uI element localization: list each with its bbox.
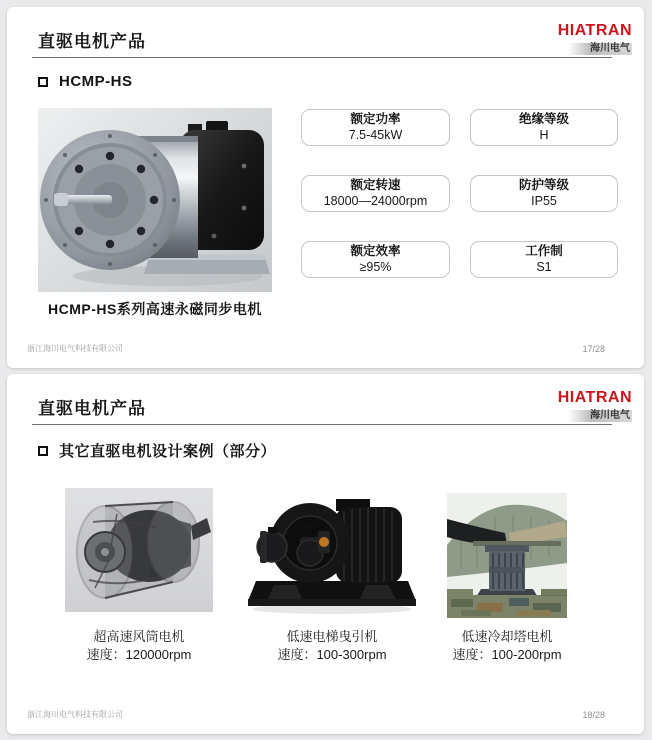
spec-box-protection-class [470, 175, 618, 212]
product-caption [407, 628, 607, 664]
slide-title: 直驱电机产品 [38, 399, 146, 418]
page-number: 18/28 [582, 710, 605, 720]
product-name: 低速电梯曳引机 [286, 629, 378, 644]
slide-title: 直驱电机产品 [38, 32, 146, 51]
spec-value: ≥95% [359, 259, 392, 274]
spec-grid [301, 109, 618, 278]
spec-label: 绝缘等级 [518, 111, 569, 126]
cooling-tower-motor-image [447, 493, 567, 618]
product-speed: 速度：100-300rpm [277, 647, 387, 662]
product-name: 超高速风筒电机 [93, 629, 185, 644]
fan-motor-image [65, 488, 213, 612]
square-bullet-icon [38, 446, 48, 456]
product-speed: 速度：100-200rpm [452, 647, 562, 662]
product-name: 低速冷却塔电机 [461, 629, 553, 644]
hcmp-motor-render-icon [38, 108, 272, 292]
footer-company-name: 浙江海川电气科技有限公司 [27, 710, 123, 719]
title-divider [32, 424, 612, 425]
motor-product-image [38, 108, 272, 292]
spec-box-insulation-class [470, 109, 618, 146]
spec-label: 额定效率 [350, 243, 401, 258]
company-logo [558, 23, 632, 55]
slide-17 [7, 7, 644, 368]
logo-brand-cn: 海川电气 [568, 410, 632, 422]
section-heading [38, 73, 133, 90]
traction-machine-image [248, 487, 416, 618]
traction-machine-render-icon [248, 487, 416, 618]
spec-value: 7.5-45kW [348, 127, 403, 142]
spec-label: 额定功率 [350, 111, 401, 126]
spec-label: 额定转速 [350, 177, 401, 192]
company-logo [558, 390, 632, 422]
spec-value: S1 [536, 259, 552, 274]
spec-value: 18000—24000rpm [323, 193, 428, 208]
logo-brand-text: HIATRAN [557, 22, 632, 39]
spec-label: 防护等级 [518, 177, 569, 192]
fan-motor-render-icon [65, 488, 213, 612]
footer-company-name: 浙江海川电气科技有限公司 [27, 344, 123, 353]
logo-brand-text: HIATRAN [557, 389, 632, 406]
cooling-tower-photo-icon [447, 493, 567, 618]
slide-18 [7, 374, 644, 734]
spec-value: IP55 [531, 193, 557, 208]
product-caption [232, 628, 432, 664]
product-speed: 速度：120000rpm [86, 647, 192, 662]
spec-box-rated-efficiency [301, 241, 450, 278]
spec-value: H [539, 127, 549, 142]
section-label: 其它直驱电机设计案例（部分） [59, 443, 277, 460]
spec-label: 工作制 [525, 243, 563, 258]
section-label: HCMP-HS [59, 73, 133, 90]
section-heading [38, 440, 276, 461]
product-caption [39, 628, 239, 664]
square-bullet-icon [38, 77, 48, 87]
spec-box-duty-cycle [470, 241, 618, 278]
hero-caption: HCMP-HS系列高速永磁同步电机 [48, 301, 262, 317]
spec-box-rated-speed [301, 175, 450, 212]
spec-box-rated-power [301, 109, 450, 146]
title-divider [32, 57, 612, 58]
logo-brand-cn: 海川电气 [568, 43, 632, 55]
page-number: 17/28 [582, 344, 605, 354]
